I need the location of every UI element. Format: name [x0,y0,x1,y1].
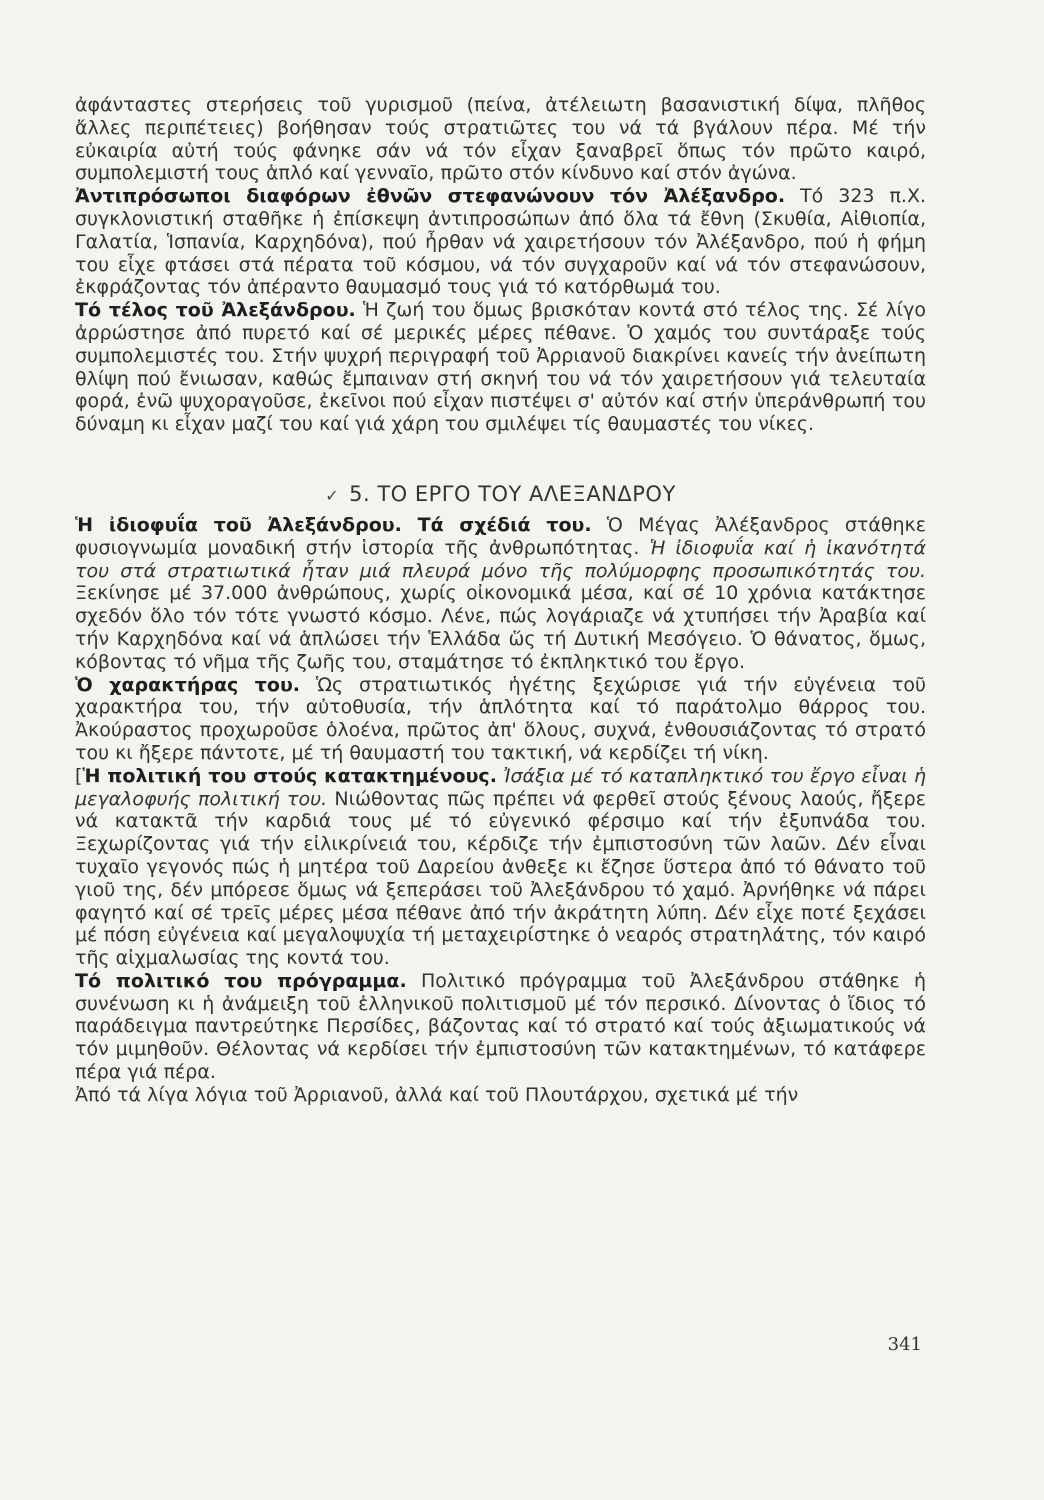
paragraph-text: Τό 323 π.Χ. συγκλονιστική σταθῆκε ἡ ἐπίσκεψη ἀντιπροσώπων ἀπό ὅλα τά ἔθνη (Σκυθία, Αἰθιοπία, Γαλατία, Ἱσπανία, Καρχηδόνα), πού ἦρθαν νά χαιρετήσουν τόν Ἀλέξανδρο, πού ἡ φήμη του εἶχε φτάσει στά πέρατα τοῦ κόσμου, νά τόν συγχαροῦν καί νά τόν στεφανώσουν, ἐκφράζοντας τόν ἀπέραντο θαυμασμό τους γιά τό κατόρθωμά του. [75,185,926,299]
paragraph-heading: Τό πολιτικό του πρόγραμμα. [75,969,407,992]
paragraph-heading: Ἀντιπρόσωποι διαφόρων ἐθνῶν στεφανώνουν τόν Ἀλέξανδρο. [75,185,786,208]
page-content [75,94,926,1107]
paragraph-text: Πολιτικό πρόγραμμα τοῦ Ἀλεξάνδρου στάθηκε ἡ συνένωση κι ἡ ἀνάμειξη τοῦ ἑλληνικοῦ πολιτισμοῦ μέ τόν περσικό. Δίνοντας ὁ ἴδιος τό παράδειγμα παντρεύτηκε Περσίδες, βάζοντας καί τό στρατό καί τούς ἀξιωματικούς νά τόν μιμηθοῦν. Θέλοντας νά κερδίσει τήν ἐμπιστοσύνη τῶν κατακτημένων, τό κατάφερε πέρα γιά πέρα. [75,969,927,1084]
paragraph-text: Ὡς στρατιωτικός ἡγέτης ξεχώρισε γιά τήν εὐγένεια τοῦ χαρακτήρα του, τήν αὐτοθυσία, τήν ἁπλότητα καί τό παράτολμο θάρρος του. Ἀκούραστος προχωροῦσε ὁλοένα, πρῶτος ἀπ' ὅλους, συχνά, ἐνθουσιάζοντας τό στρατό του κι ἤξερε πάντοτε, μέ τή θαυμαστή του τακτική, νά κερδίζει τή νίκη. [75,673,926,764]
paragraph-text: ἀφάνταστες στερήσεις τοῦ γυρισμοῦ (πείνα, ἀτέλειωτη βασανιστική δίψα, πλῆθος ἄλλες περιπέτειες) βοήθησαν τούς στρατιῶτες του νά τά βγάλουν πέρα. Μέ τήν εὐκαιρία αὐτή τούς φάνηκε σάν νά τόν εἶχαν ξαναβρεῖ ὅπως τόν πρῶτο καιρό, συμπολεμιστή τους ἁπλό καί γενναῖο, πρῶτο στόν κίνδυνο καί στόν ἀγώνα. [75,94,926,185]
paragraph-end-of-alexander [75,299,926,436]
paragraph-heading: Ἡ ἰδιοφυΐα τοῦ Ἀλεξάνδρου. Τά σχέδιά του. [75,513,592,536]
paragraph-text: Ὁ Μέγας Ἀλέξανδρος στάθηκε φυσιογνωμία μοναδική στήν ἱστορία τῆς ἀνθρωπότητας. [75,513,926,559]
paragraph-hardships [75,94,926,185]
paragraph-heading: Τό τέλος τοῦ Ἀλεξάνδρου. [75,299,356,322]
page-number: 341 [887,1334,922,1355]
check-mark-icon: ✓ [325,485,340,505]
section-heading [75,482,926,506]
paragraph-text: Ξεκίνησε μέ 37.000 ἀνθρώπους, χωρίς οἰκονομικά μέσα, καί σέ 10 χρόνια κατάκτησε σχεδόν ὅλο τόν τότε γνωστό κόσμο. Λένε, πώς λογάριαζε νά χτυπήσει τήν Ἀραβία καί τήν Καρχηδόνα καί νά ἁπλώσει τήν Ἑλλάδα ὥς τή Δυτική Μεσόγειο. Ὁ θάνατος, ὅμως, κόβοντας τό νῆμα τῆς ζωῆς του, σταμάτησε τό ἐκπληκτικό του ἔργο. [75,582,926,673]
paragraph-text: Νιώθοντας πῶς πρέπει νά φερθεῖ στούς ξένους λαούς, ἤξερε νά κατακτᾶ τήν καρδιά τους μέ τό εὐγενικό φέρσιμο καί τήν ἐξυπνάδα του. Ξεχωρίζοντας γιά τήν εἰλικρίνειά του, κέρδιζε τήν ἐμπιστοσύνη τῶν λαῶν. Δέν εἶναι τυχαῖο γεγονός πώς ἡ μητέρα τοῦ Δαρείου ἀνθεξε κι ἔζησε ὕστερα ἀπό τό θάνατο τοῦ γιοῦ της, δέν μπόρεσε ὅμως νά ξεπεράσει τοῦ Ἀλεξάνδρου τό χαμό. Ἀρνήθηκε νά πάρει φαγητό καί σέ τρεῖς μέρες μέσα πέθανε ἀπό τήν ἀκράτητη λύπη. Δέν εἶχε ποτέ ξεχάσει μέ πόση εὐγένεια καί μεγαλοψυχία τή μεταχειρίστηκε ὁ νεαρός στρατηλάτης, τόν καιρό τῆς αἰχμαλωσίας της κοντά του. [75,787,926,970]
paragraph-policy-conquered [75,765,926,970]
paragraph-italic: Ἡ ἰδιοφυΐα καί ἡ ἱκανότητά του στά στρατιωτικά ἦταν μιά πλευρά μόνο τῆς πολύμορφης προσωπικότητάς του. [75,536,926,582]
paragraph-continued [75,1084,926,1107]
section-title: 5. ΤΟ ΕΡΓΟ ΤΟΥ ΑΛΕΞΑΝΔΡΟΥ [349,481,676,506]
paragraph-text: Ἡ ζωή του ὅμως βρισκόταν κοντά στό τέλος της. Σέ λίγο ἀρρώστησε ἀπό πυρετό καί σέ μερικές μέρες πέθανε. Ὁ χαμός του συντάραξε τούς συμπολεμιστές του. Στήν ψυχρή περιγραφή τοῦ Ἀρριανοῦ διακρίνει κανείς τήν ἀνείπωτη θλίψη πού ἔνιωσαν, καθώς ἔμπαιναν στή σκηνή του νά τόν χαιρετήσουν γιά τελευταία φορά, ἐνῶ ψυχοραγοῦσε, ἐκεῖνοι πού εἶχαν πιστέψει σ' αὐτόν καί στήν ὑπεράνθρωπή του δύναμη κι εἶχαν μαζί του καί γιά χάρη του σμιλέψει τίς θαυμαστές του νίκες. [75,299,926,436]
paragraph-representatives [75,185,926,299]
paragraph-italic: Ἰσάξια μέ τό καταπληκτικό του ἔργο εἶναι ἡ μεγαλοφυής πολιτική του. [75,764,927,810]
paragraph-heading: Ἡ πολιτική του στούς κατακτημένους. [82,764,497,787]
paragraph-genius [75,514,926,674]
paragraph-text: Ἀπό τά λίγα λόγια τοῦ Ἀρριανοῦ, ἀλλά καί τοῦ Πλουτάρχου, σχετικά μέ τήν [75,1083,799,1106]
paragraph-heading: Ὁ χαρακτήρας του. [75,673,300,696]
paragraph-character [75,674,926,765]
paragraph-political-program [75,970,926,1084]
bracket-mark: [ [75,764,83,787]
